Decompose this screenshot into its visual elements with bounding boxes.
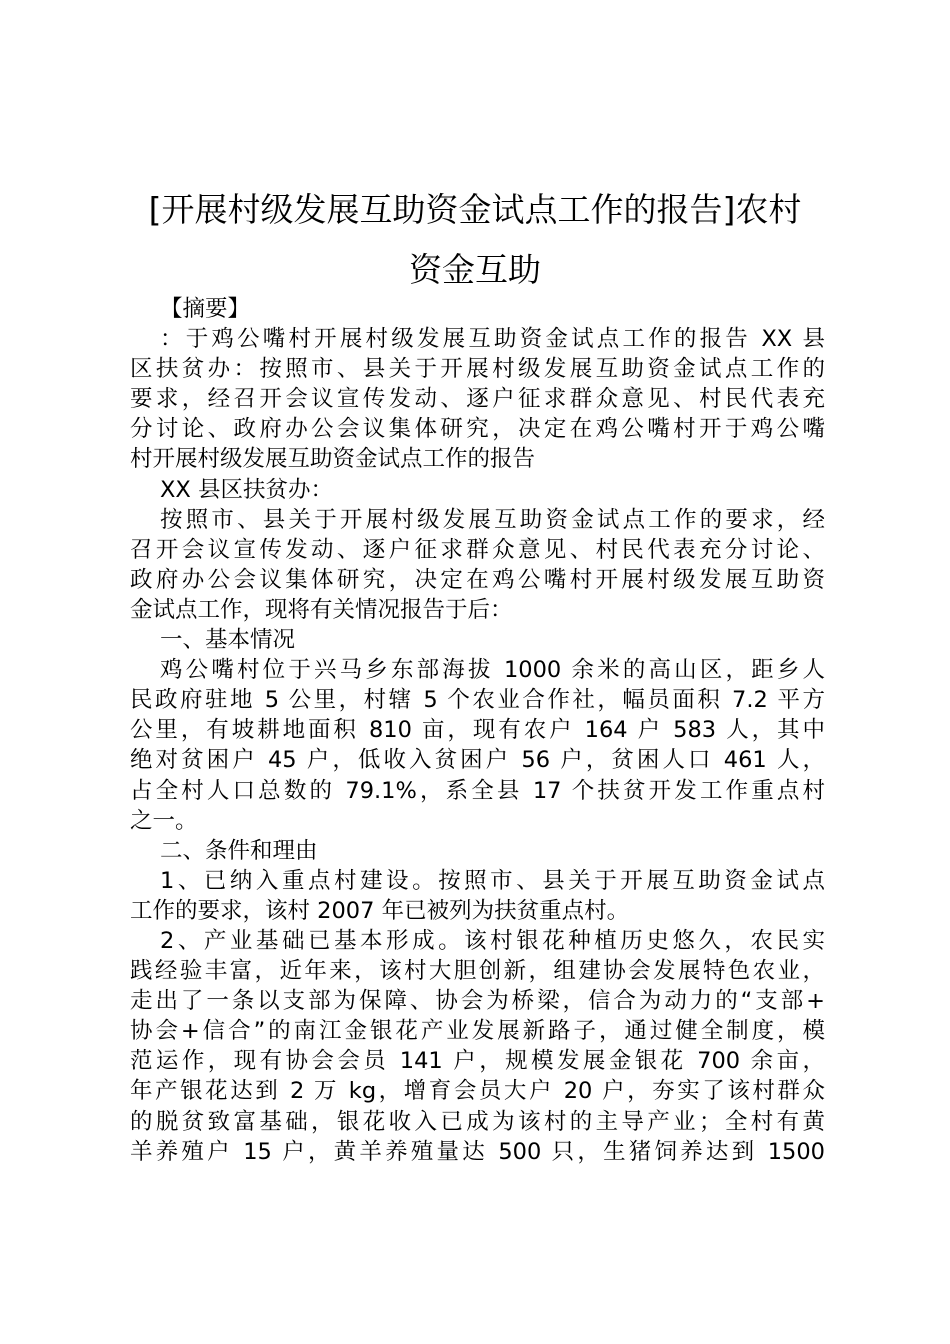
- text-line: 金试点工作，现将有关情况报告于后：: [130, 596, 513, 623]
- text-line: 绝对贫困户 45 户，低收入贫困户 56 户，贫困人口 461 人，: [130, 747, 825, 774]
- text-line: 工作的要求，该村 2007 年已被列为扶贫重点村。: [130, 897, 630, 924]
- document-body: [130, 294, 825, 1167]
- text-line: 范运作，现有协会会员 141 户，规模发展金银花 700 余亩，: [130, 1048, 825, 1075]
- text-line: 占全村人口总数的 79.1%，系全县 17 个扶贫开发工作重点村: [130, 777, 825, 804]
- text-line: 践经验丰富，近年来，该村大胆创新，组建协会发展特色农业，: [130, 958, 825, 985]
- text-line: 年产银花达到 2 万 kg，增育会员大户 20 户，夯实了该村群众: [130, 1078, 825, 1105]
- title-line-2: 资金互助: [409, 250, 541, 289]
- title-line-1: [开展村级发展互助资金试点工作的报告]农村: [148, 190, 802, 229]
- text-line: 2、产业基础已基本形成。该村银花种植历史悠久，农民实: [160, 927, 825, 954]
- text-line: 协会+信合”的南江金银花产业发展新路子，通过健全制度，模: [130, 1018, 825, 1045]
- text-line: 召开会议宣传发动、逐户征求群众意见、村民代表充分讨论、: [130, 536, 825, 563]
- text-line: 二、条件和理由: [160, 837, 318, 864]
- text-line: 区扶贫办：按照市、县关于开展村级发展互助资金试点工作的: [130, 356, 825, 383]
- text-line: 民政府驻地 5 公里，村辖 5 个农业合作社，幅员面积 7.2 平方: [130, 687, 825, 714]
- text-line: 之一。: [130, 807, 198, 834]
- text-line: 羊养殖户 15 户，黄羊养殖量达 500 只，生猪饲养达到 1500: [130, 1138, 825, 1165]
- text-line: 走出了一条以支部为保障、协会为桥梁，信合为动力的“支部+: [130, 988, 825, 1015]
- text-line: 【摘要】: [160, 296, 251, 322]
- text-line: 的脱贫致富基础，银花收入已成为该村的主导产业；全村有黄: [130, 1108, 825, 1135]
- text-line: 鸡公嘴村位于兴马乡东部海拔 1000 余米的高山区，距乡人: [160, 657, 825, 684]
- document-title: [120, 180, 830, 300]
- text-line: 1、已纳入重点村建设。按照市、县关于开展互助资金试点: [160, 867, 825, 894]
- text-line: 公里，有坡耕地面积 810 亩，现有农户 164 户 583 人，其中: [130, 717, 825, 744]
- text-line: 要求，经召开会议宣传发动、逐户征求群众意见、村民代表充: [130, 386, 825, 413]
- text-line: 政府办公会议集体研究，决定在鸡公嘴村开展村级发展互助资: [130, 566, 825, 593]
- text-line: 村开展村级发展互助资金试点工作的报告: [130, 446, 536, 473]
- text-line: 分讨论、政府办公会议集体研究，决定在鸡公嘴村开于鸡公嘴: [130, 416, 825, 443]
- text-line: ：于鸡公嘴村开展村级发展互助资金试点工作的报告 XX 县: [160, 326, 825, 353]
- text-line: XX 县区扶贫办：: [160, 476, 333, 503]
- text-line: 按照市、县关于开展村级发展互助资金试点工作的要求，经: [160, 506, 825, 533]
- text-line: 一、基本情况: [160, 627, 296, 654]
